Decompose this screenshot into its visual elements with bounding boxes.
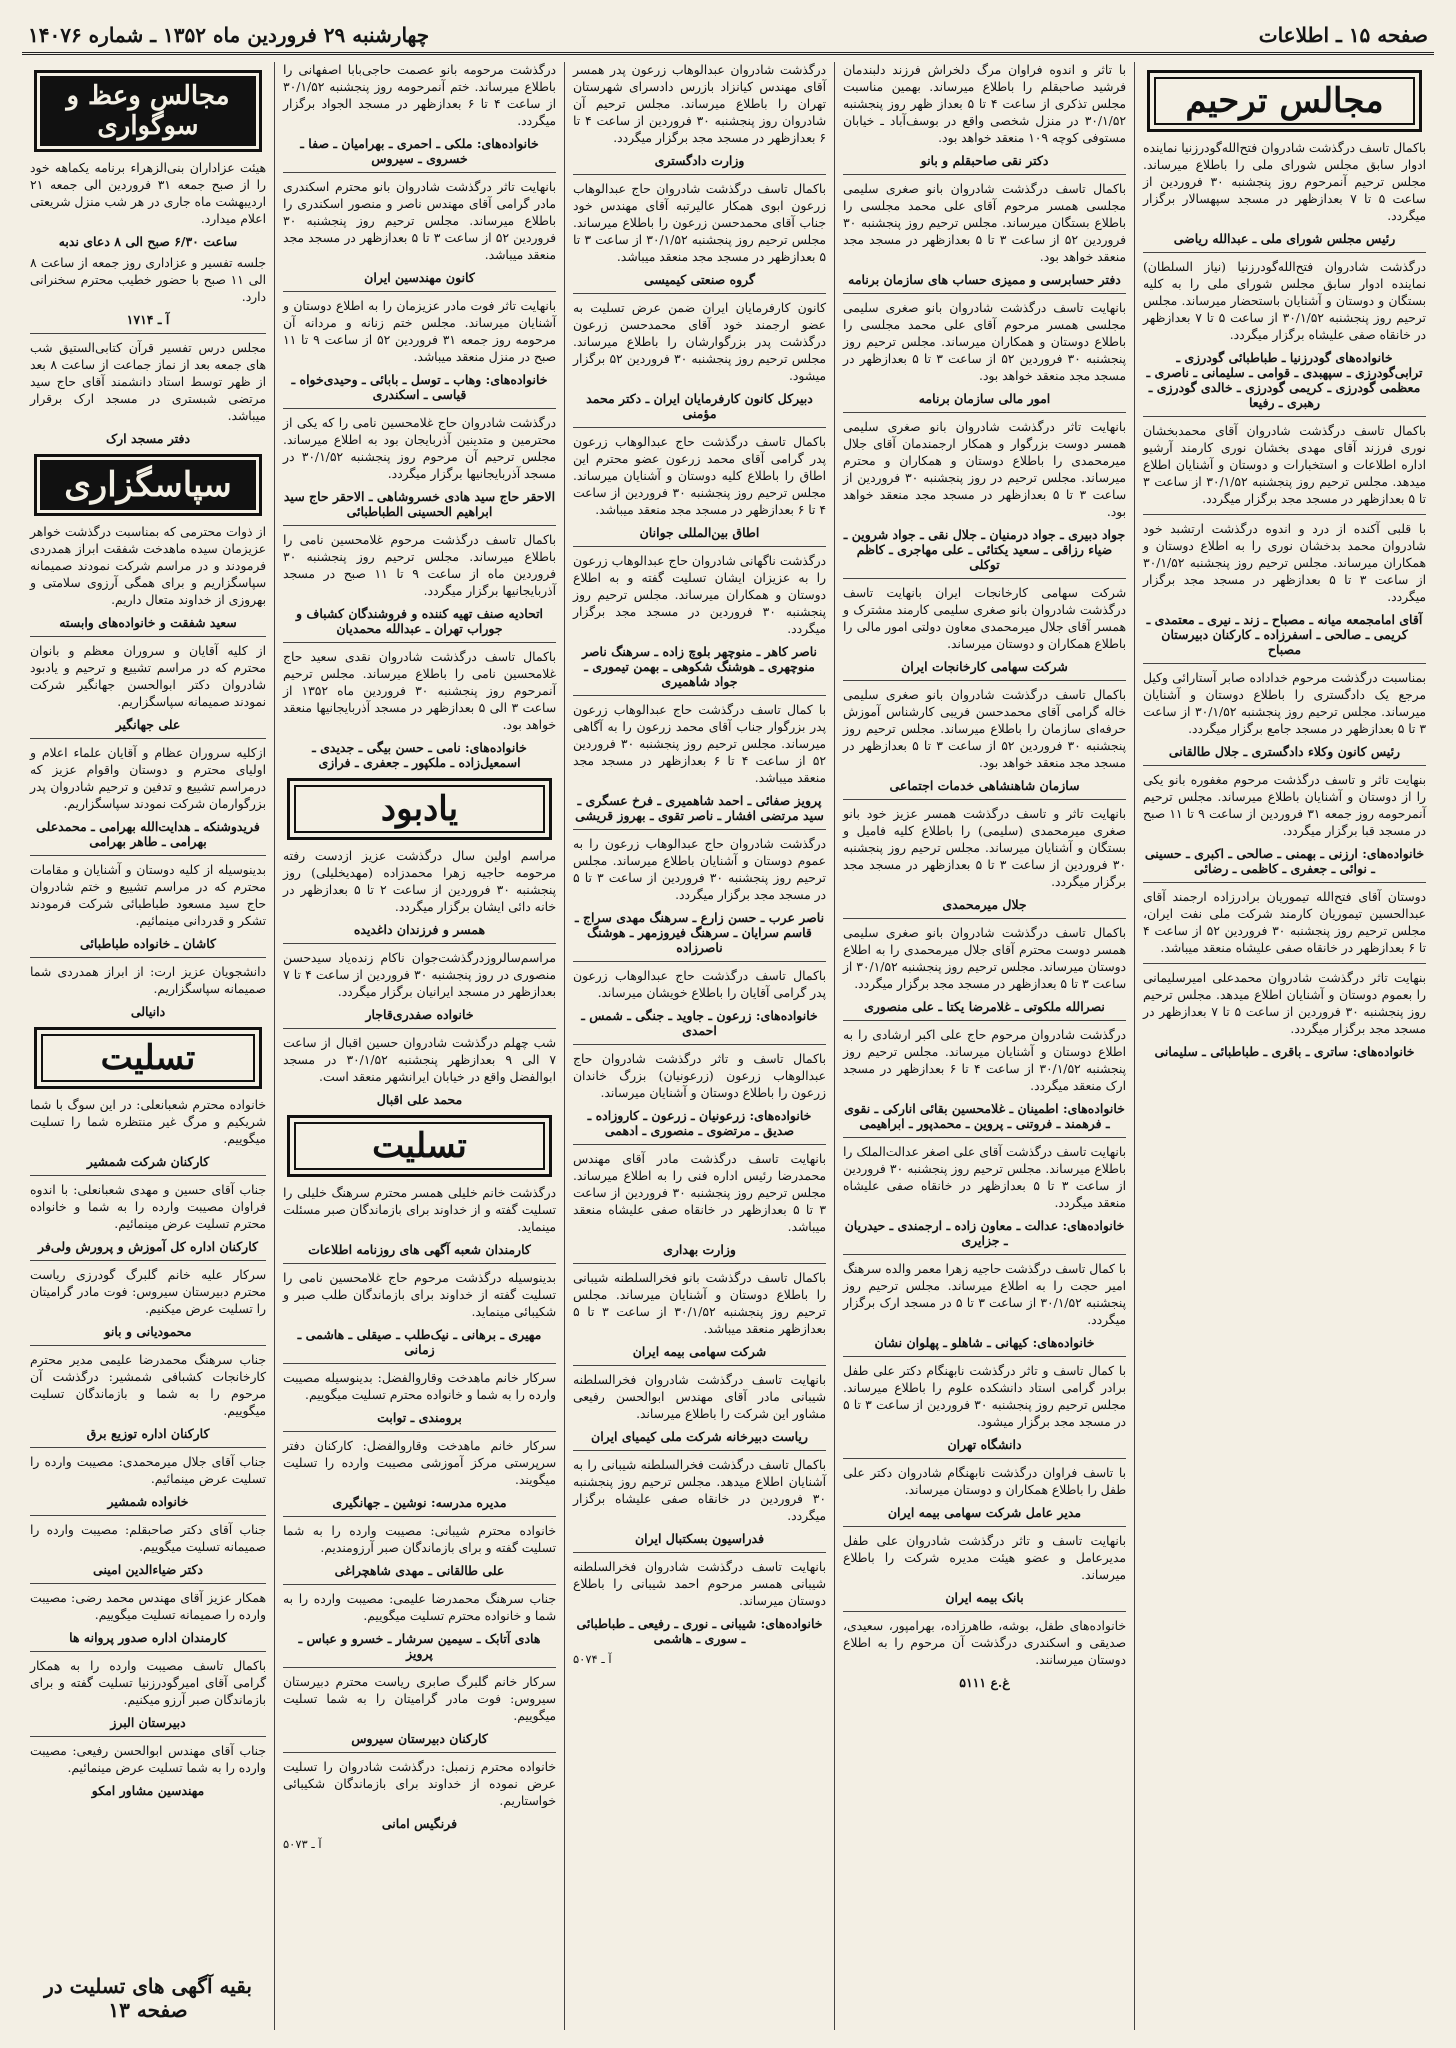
divider [573, 293, 826, 294]
notice: باکمال تاسف و تاثر درگذشت شادروان حاج عبدالوهاب زرعون (زرعونیان) بزرگ خاندان زرعون را باطلاع دوستان و آشنایان میرساند. [573, 1052, 826, 1100]
divider [30, 1736, 266, 1737]
notice: باکمال تاسف درگذشت شادروان فتح‌الله‌گودرزنیا نماینده ادوار سابق مجلس شورای ملی را باطلاع میرساند. مجلس ترحیم آنمرحوم روز پنجشنبه ۳۰ فروردین از ساعت ۵ تا ۷ بعدازظهر در مسجد سپهسالار برگزار میگردد. [1143, 141, 1426, 223]
divider [573, 1450, 826, 1451]
notice: درگذشت شادروان حاج عبدالوهاب زرعون را به عموم دوستان و آشنایان باطلاع میرساند. مجلس ترحیم روز پنجشنبه ۳۰ فروردین از ساعت ۳ تا ۵ در مسجد مجد برگزار میگردد. [573, 837, 826, 902]
divider [573, 829, 826, 830]
signature: همسر و فرزندان داغدیده [353, 922, 486, 937]
divider [843, 680, 1126, 681]
divider [573, 1044, 826, 1045]
ad-code: آ ـ ۵۰۷۳ [283, 1837, 322, 1851]
notice: سرکار علیه خانم گلبرگ گودرزی ریاست محترم دبیرستان سیروس: فوت مادر گرامیتان را تسلیت عرض میکنیم. [30, 1268, 266, 1316]
divider [283, 408, 556, 409]
signature: ناصر کاهر ـ منوچهر بلوچ زاده ـ سرهنگ ناصر منوچهری ـ هوشنگ شکوهی ـ بهمن تیموری ـ جواد شاهمیری [582, 644, 817, 689]
notice: با کمال تاسف درگذشت حاج عبدالوهاب زرعون پدر بزرگوار جناب آقای محمد زرعون را به آگاهی میرساند. مجلس ترحیم روز پنجشنبه ۳۰ فروردین ۵۲ از ساعت ۴ تا ۶ بعدازظهر در مسجد مجد منعقد میباشد. [573, 703, 826, 785]
divider [283, 291, 556, 292]
notice: جناب سرهنگ محمدرضا علیمی: مصیبت وارده را به شما و خانواده محترم تسلیت میگوییم. [283, 1592, 556, 1623]
notice: باکمال تاسف درگذشت شادروان بانو صغری سلیمی مجلسی همسر مرحوم آقای علی محمد مجلسی را باطلاع بستگان میرساند. مجلس ترحیم روز پنجشنبه ۳۰ فروردین ۵۲ از ساعت ۳ تا ۵ بعدازظهر در مسجد مجد منعقد خواهد بود. [843, 182, 1126, 264]
notice: درگذشت شادروان حاج غلامحسین نامی را که یکی از محترمین و متدینین آذربایجان بود به اطلاع میرساند. مجلس ترحیم آن مرحوم روز پنجشنبه ۳۰/۱/۵۲ در مسجد آذربایجانیها برگزار میگردد. [283, 416, 557, 481]
signature: خانواده‌های گودرزنیا ـ طباطبائی گودرزی ـ ترابی‌گودرزی ـ سپهبدی ـ قوامی ـ سلیمانی ـ ناصری ـ معظمی گودرزی ـ کریمی گودرزی ـ خالدی گودرزی ـ رهبری ـ رفیعا [1146, 350, 1423, 410]
divider [30, 1175, 266, 1176]
divider [843, 1020, 1126, 1021]
signature: رئیس مجلس شورای ملی ـ عبدالله ریاضی [1173, 231, 1396, 246]
notice: خانواده‌های طفل، بوشه، طاهرزاده، بهرامپور، سعیدی، صدیقی و اسکندری درگذشت آن مرحوم را به اطلاع دوستان میرسانند. [843, 1619, 1126, 1667]
divider [283, 642, 556, 643]
notice: از کلیه آقایان و سروران معظم و بانوان محترم که در مراسم تشییع و ترحیم و یادبود شادروان دکتر ابوالحسن جهانگیر شرکت نمودند صمیمانه سپاسگزاریم. [30, 644, 266, 709]
notice: جلسه تفسیر و عزاداری روز جمعه از ساعت ۸ الی ۱۱ صبح با حضور خطیب محترم سخنرانی دارد. [30, 256, 266, 304]
page-number: صفحه ۱۵ ـ اطلاعات [1258, 23, 1428, 47]
divider [283, 1667, 556, 1668]
notice: ازکلیه سروران عظام و آقایان علماء اعلام و اولیای محترم و دوستان واقوام عزیز که درمراسم تشییع و تدفین و ترحیم شادروان پدر بزرگوارمان شرکت نمودند سپاسگزاریم. [30, 746, 266, 811]
notice: بدینوسیله درگذشت مرحوم حاج غلامحسین نامی را تسلیت گفته از خداوند برای بازماندگان طلب صبر و شکیبائی مینماید. [283, 1271, 556, 1319]
divider [283, 943, 556, 944]
divider [1143, 663, 1426, 664]
signature: هادی آتابک ـ سیمین سرشار ـ خسرو و عباس ـ پرویز [298, 1631, 541, 1661]
continued-note: بقیه آگهی های تسلیت در صفحه ۱۳ [44, 1974, 252, 2022]
signature: خانواده‌های: اطمینان ـ غلامحسین بقائی انارکی ـ نقوی ـ فرهمند ـ فروتنی ـ پروین ـ محمدپور ـ ابراهیمی [844, 1101, 1125, 1131]
notice: باکمال تاسف درگذشت مرحوم غلامحسین نامی را باطلاع میرساند. مجلس ترحیم روز پنجشنبه ۳۰ فروردین ماه از ساعت ۹ تا ۱۱ صبح در مسجد آذربایجانیها برگزار میگردد. [283, 533, 556, 598]
banner-preaching: مجالس وعظ و سوگواری [34, 70, 262, 152]
signature: خانواده‌های: شیبانی ـ نوری ـ رفیعی ـ طباطبائی ـ سوری ـ هاشمی [576, 1616, 823, 1646]
signature: کارکنان شرکت شمشیر [86, 1154, 210, 1169]
notice: درگذشت شادروان مرحوم حاج علی اکبر ارشادی را به اطلاع دوستان و آشنایان میرساند. مجلس ترحیم روز پنجشنبه ۳۰/۱/۵۲ از ساعت ۴ تا ۶ بعدازظهر در مسجد ارک منعقد میگردد. [843, 1028, 1127, 1093]
notice: بانهایت تاثر و تاسف درگذشت همسر عزیز خود بانو صغری میرمحمدی (سلیمی) را باطلاع کلیه فامیل و بستگان و آشنایان میرساند. مجلس ترحیم روز پنجشنبه ۳۰ فروردین از ساعت ۳ تا ۵ بعدازظهر در مسجد مجد برگزار میگردد. [843, 807, 1126, 889]
signature: کاشان ـ خانواده طباطبائی [80, 936, 216, 951]
divider [843, 1137, 1126, 1138]
divider [573, 1552, 826, 1553]
signature: کارمندان اداره صدور پروانه ها [69, 1630, 227, 1645]
signature: امور مالی سازمان برنامه [918, 391, 1051, 406]
signature: خانواده‌های: ساتری ـ باقری ـ طباطبائی ـ سلیمانی [1154, 1044, 1415, 1059]
notice: باکمال تاسف درگذشت شادروان بانو صغری سلیمی همسر دوست محترم آقای جلال میرمحمدی را به اطلاع دوستان میرساند. مجلس ترحیم روز پنجشنبه ۳۰/۱/۵۲ از ساعت ۳ تا ۵ بعدازظهر در مسجد مجد برگزار میگردد. [842, 926, 1126, 991]
divider [30, 1651, 266, 1652]
notice: بانهایت تاسف و تاثر درگذشت شادروان علی طفل مدیرعامل و عضو هیئت مدیره شرکت را باطلاع میرساند. [843, 1534, 1126, 1582]
notice: همکار عزیز آقای مهندس محمد رضی: مصیبت وارده را صمیمانه تسلیت میگوییم. [30, 1591, 266, 1622]
notice: مجلس درس تفسیر قرآن کتابی‌الستیق شب های جمعه بعد از نماز جماعت از ساعت ۸ بعد از ظهر توسط استاد دانشمند آقای حاج سید مرتضی شبستری در مسجد ارک برقرار میباشد. [30, 341, 267, 423]
signature: خانواده‌های: ملکی ـ احمری ـ بهرامیان ـ صفا ـ خسروی ـ سیروس [300, 136, 539, 166]
notice: با کمال تاسف و تاثر درگذشت نابهنگام دکتر علی طفل برادر گرامی استاد دانشکده علوم را باطلاع میرساند. مجلس ترحیم روز پنجشنبه ۳۰ فروردین از ساعت ۳ تا ۵ در مسجد مجد برگزار میشود. [843, 1364, 1126, 1429]
signature: محمودیانی و بانو [104, 1324, 192, 1339]
notice: خانواده محترم شعبانعلی: در این سوگ با شما شریکیم و مرگ غیر منتظره شما را تسلیت میگوییم. [30, 1098, 266, 1146]
divider [843, 1526, 1126, 1527]
divider [30, 1345, 266, 1346]
divider [283, 172, 556, 173]
notice: باکمال تاسف درگذشت فخرالسلطنه شیبانی را به آشنایان اطلاع میدهد. مجلس ترحیم روز پنجشنبه ۳۰ فروردین در خانقاه صفی علیشاه برگزار میگردد. [573, 1458, 826, 1523]
notice: باکمال تاسف درگذشت شادروان بانو صغری سلیمی خاله گرامی آقای محمدحسن فریبی کارشناس آموزش حرفه‌ای سازمان را باطلاع میرساند. مجلس ترحیم روز پنجشنبه ۳۰ فروردین ۵۲ از ساعت ۳ تا ۵ بعدازظهر در مسجد مجد منعقد خواهد بود. [843, 688, 1126, 770]
signature: پرویز صفائی ـ احمد شاهمیری ـ فرخ عسگری ـ سید مرتضی افشار ـ ناصر تقوی ـ بهروز قریشی [575, 793, 824, 823]
notice: با تاثر و اندوه فراوان مرگ دلخراش فرزند دلبندمان فرشید صاحبقلم را باطلاع میرساند. بهمین مناسبت مجلس تذکری از ساعت ۴ تا ۵ بعداز ظهر روز پنجشنبه ۳۰/۱/۵۲ در منزل شخصی واقع در بوسف‌آباد ـ خیابان مستوفی کوچه ۱۰۹ منعقد خواهد بود. [843, 63, 1126, 145]
notice: مراسم اولین سال درگذشت عزیز ازدست رفته مرحومه حاجیه زهرا محمدزاده (مهدیخلیلی) روز پنجشنبه ۳۰ فروردین از ساعت ۲ تا ۵ بعدازظهر در خانه دائی ایشان برگزار میگردد. [283, 849, 556, 914]
notice: بانهایت تاسف درگذشت شادروان فخرالسلطنه شیبانی مادر آقای مهندس ابوالحسن رفیعی مشاور این شرکت را باطلاع میرساند. [573, 1373, 826, 1421]
signature: شرکت سهامی بیمه ایران [632, 1344, 767, 1359]
divider [573, 695, 826, 696]
divider [843, 799, 1126, 800]
column-3 [564, 62, 834, 2030]
banner-memorial: یادبود [287, 778, 552, 840]
signature: غ.ع ۵۱۱۱ [959, 1675, 1010, 1690]
signature: دانیالی [130, 1004, 166, 1019]
signature: رئیس کانون وکلاء دادگستری ـ جلال طالقانی [1168, 744, 1401, 759]
signature: سعید شفقت و خانواده‌های وابسته [59, 615, 237, 630]
divider [843, 918, 1126, 919]
column-5 [22, 62, 274, 2030]
notice: بنهایت تاثر و تاسف درگذشت مرحوم مغفوره بانو یکی را از دوستان و آشنایان باطلاع میرساند. مجلس ترحیم آنمرحومه روز جمعه ۳۱ فروردین از ساعت ۹ تا ۱۱ صبح در مسجد قبا برگزار میگردد. [1143, 773, 1426, 838]
notice: با کمال تاسف درگذشت حاجیه زهرا معمر والده سرهنگ امیر حجت را به اطلاع میرساند. مجلس ترحیم روز پنجشنبه ۳۰/۱/۵۲ از ساعت ۳ تا ۵ در مسجد ارک برگزار میگردد. [843, 1262, 1126, 1327]
divider [843, 578, 1126, 579]
signature: جلال میرمحمدی [942, 897, 1027, 912]
running-head [22, 18, 1434, 55]
notice: دوستان آقای فتح‌الله تیموریان برادرزاده ارجمند آقای عبدالحسین تیموریان کارمند شرکت ملی نفت ایران، مجلس ترحیم روز پنجشنبه ۳۰ فروردین ۵۲ از ساعت ۴ تا ۶ بعدازظهر در خانقاه صفی علیشاه منعقد میباشد. [1143, 890, 1427, 955]
divider [843, 1458, 1126, 1459]
divider [843, 174, 1126, 175]
signature: جواد دبیری ـ جواد درمنیان ـ جلال نقی ـ جواد شروین ـ ضیاء رزاقی ـ سعید یکتائی ـ علی مهاجری ـ کاظم توکلی [843, 527, 1126, 572]
divider [573, 174, 826, 175]
signature: خانواده‌های: زرعونیان ـ زرعون ـ کاروزاده ـ صدیق ـ مرتضوی ـ منصوری ـ ادهمی [587, 1108, 812, 1138]
notice: بانهایت تاسف درگذشت شادروان فخرالسلطنه شیبانی همسر مرحوم احمد شیبانی را باطلاع دوستان میرساند. [573, 1560, 826, 1608]
notice: از ذوات محترمی که بمناسبت درگذشت خواهر عزیزمان سیده ماهدخت شفقت ابراز همدردی فرمودند و در مراسم شرکت نمودند صمیمانه سپاسگزاریم و برای همگی آرزوی سلامتی و بهروزی از خداوند متعال داریم. [30, 525, 266, 607]
signature: مدیره مدرسه: نوشین ـ جهانگیری [332, 1495, 507, 1510]
signature: دکتر نقی صاحبقلم و بانو [920, 153, 1049, 168]
divider [30, 1260, 266, 1261]
signature: کارمندان شعبه آگهی های روزنامه اطلاعات [308, 1242, 531, 1257]
signature: ناصر عرب ـ حسن زارع ـ سرهنگ مهدی سراج ـ قاسم سرایان ـ سرهنگ فیروزمهر ـ هوشنگ ناصرزاده [574, 910, 825, 955]
signature: وزارت بهداری [663, 1242, 736, 1257]
notice: جناب آقای دکتر صاحبقلم: مصیبت وارده را صمیمانه تسلیت میگوییم. [30, 1523, 266, 1554]
signature: خانواده شمشیر [107, 1494, 189, 1509]
divider [30, 1447, 266, 1448]
column-4 [274, 62, 564, 2030]
notice: شب چهلم درگذشت شادروان حسین اقبال از ساعت ۷ الی ۹ بعدازظهر پنجشنبه ۳۰/۱/۵۲ در مسجد ابوالفضل واقع در خیابان ایرانشهر منعقد است. [283, 1036, 557, 1084]
notice: جناب آقای مهندس ابوالحسن رفیعی: مصیبت وارده را به شما تسلیت عرض مینمائیم. [30, 1744, 266, 1775]
notice: بانهایت تاثر فوت مادر عزیزمان را به اطلاع دوستان و آشنایان میرساند. مجلس ختم زنانه و مردانه آن مرحومه روز جمعه ۳۱ فروردین ۵۲ از ساعت ۹ تا ۱۱ صبح در منزل منعقد میباشد. [283, 299, 556, 364]
divider [843, 412, 1126, 413]
notice: بانهایت تاسف درگذشت شادروان بانو صغری سلیمی مجلسی همسر مرحوم آقای علی محمد مجلسی را باطلاع دوستان و همکاران میرساند. مجلس ترحیم روز پنجشنبه ۳۰ فروردین ۵۲ از ساعت ۳ تا ۵ بعدازظهر در مسجد مجد منعقد خواهد بود. [843, 301, 1126, 383]
signature: فدراسیون بسکتبال ایران [634, 1531, 765, 1546]
signature: خانواده صفدری‌قاجار [365, 1007, 474, 1022]
notice: بانهایت تاسف درگذشت مادر آقای مهندس محمدرضا رئیس اداره فنی را به اطلاع میرساند. مجلس ترحیم روز پنجشنبه ۳۰ فروردین از ساعت ۳ تا ۵ بعدازظهر در خانقاه صفی علیشاه منعقد میباشد. [573, 1152, 826, 1234]
notice: خانواده محترم زنمبل: درگذشت شادروان را تسلیت عرض نموده از خداوند برای بازماندگان شکیبائی خواستاریم. [283, 1760, 556, 1808]
notice: درگذشت شادروان فتح‌الله‌گودرزنیا (نیاز السلطان) نماینده ادوار سابق مجلس شورای ملی را به کلیه بستگان و دوستان و آشنایان باستحضار میرساند. مجلس ترحیم روز پنجشنبه ۳۰/۱/۵۲ از ساعت ۵ تا ۷ بعدازظهر در خانقاه صفی علیشاه برگزار میگردد. [1143, 260, 1426, 342]
divider [283, 1584, 556, 1585]
divider [283, 1028, 556, 1029]
notice: بانهایت تاثر درگذشت شادروان بانو صغری سلیمی همسر دوست بزرگوار و همکار ارجمندمان آقای جلال میرمحمدی را باطلاع دوستان و همکاران و محترم میرساند. مجلس ترحیم در روز پنجشنبه ۳۰ فروردین از ساعت ۳ تا ۵ بعدازظهر در مسجد مجد منعقد خواهد بود. [843, 420, 1127, 519]
divider [573, 1144, 826, 1145]
notice: باکمال تاسف درگذشت حاج عبدالوهاب زرعون پدر گرامی آقایان را باطلاع خویشان میرساند. [573, 969, 826, 1000]
divider [573, 961, 826, 962]
signature: مدیر عامل شرکت سهامی بیمه ایران [887, 1505, 1082, 1520]
divider [843, 293, 1126, 294]
signature: کانون مهندسین ایران [364, 270, 475, 285]
signature: خانواده‌های: وهاب ـ توسل ـ بابائی ـ وحیدی‌خواه ـ قیاسی ـ اسکندری [291, 372, 548, 402]
divider [843, 1356, 1126, 1357]
divider [573, 1263, 826, 1264]
signature: برومندی ـ توابت [377, 1410, 462, 1425]
signature: دفتر مسجد ارک [105, 431, 191, 446]
signature: کارکنان اداره توزیع برق [86, 1426, 210, 1441]
notice: هیئت عزاداران بنی‌الزهراء برنامه یکماهه خود را از صبح جمعه ۳۱ فروردین الی جمعه ۲۱ اردیبهشت ماه جاری در هر شب منزل شریعتی اعلام میدارد. [30, 161, 266, 226]
signature: خانواده‌های: ارزنی ـ بهمنی ـ صالحی ـ اکبری ـ حسینی ـ نوائی ـ جعفری ـ کاظمی ـ رضائی [1144, 846, 1425, 876]
signature: ریاست دبیرخانه شرکت ملی کیمیای ایران [591, 1429, 808, 1444]
notice: با تاسف فراوان درگذشت نابهنگام شادروان دکتر علی طفل را باطلاع همکاران و دوستان میرساند. [843, 1466, 1126, 1497]
ad-code: آ ـ ۵۰۷۴ [573, 1652, 612, 1666]
signature: خانواده‌های: عدالت ـ معاون زاده ـ ارجمندی ـ حیدریان ـ جزایری [844, 1218, 1125, 1248]
signature: دفتر حسابرسی و ممیزی حساب های سازمان برنامه [848, 272, 1121, 287]
notice: باکمال تاسف درگذشت بانو فخرالسلطنه شیبانی را باطلاع دوستان و آشنایان میرساند. مجلس ترحیم روز پنجشنبه ۳۰/۱/۵۲ از ساعت ۳ تا ۵ بعدازظهر منعقد میباشد. [573, 1271, 826, 1336]
notice: بنهایت تاثر درگذشت شادروان محمدعلی امیرسلیمانی را بعموم دوستان و آشنایان اطلاع میدهد. مجلس ترحیم روز پنجشنبه ۳۰ فروردین از ساعت ۵ تا ۷ بعدازظهر در مسجد مجد برگزار میگردد. [1143, 971, 1426, 1036]
notice: جناب سرهنگ محمدرضا علیمی مدیر محترم کارخانجات کشبافی شمشیر: درگذشت آن مرحوم را به شما و بازماندگان تسلیت میگوییم. [30, 1353, 266, 1418]
divider [1143, 252, 1426, 253]
notice: مراسم‌سالروزدرگذشت‌جوان ناکام زنده‌یاد سیدحسن منصوری در روز پنجشنبه ۳۰ فروردین از ساعت ۴ تا ۷ بعدازظهر در مسجد ایرانیان برگزار میگردد. [283, 951, 556, 999]
signature: اطاق بین‌المللی جوانان [639, 525, 760, 540]
notice: باکمال تاسف درگذشت شادروان آقای محمدبخشان نوری فرزند آقای مهدی بخشان نوری کارمند آرشیو اداره اطلاعات و استخبارات و دوستان و آشنایان اطلاع میدهد. مجلس ترحیم روز پنجشنبه ۳۰/۱/۵۲ از ساعت ۳ تا ۵ بعدازظهر در مسجد مجد برگزار میگردد. [1143, 424, 1426, 506]
notice: سرکار خانم ماهدخت وقاروالفضل: کارکنان دفتر سرپرستی مرکز آموزشی مصیبت وارده را تسلیت میگویند. [283, 1439, 556, 1487]
signature: آ ـ ۱۷۱۴ [126, 312, 170, 327]
signature: دبیرستان البرز [110, 1715, 186, 1730]
signature: گروه صنعتی کیمیسی [643, 272, 756, 287]
signature: فریدوشنکه ـ هدایت‌الله بهرامی ـ محمدعلی بهرامی ـ طاهر بهرامی [36, 819, 260, 849]
banner-thanks: سپاسگزاری [34, 454, 262, 516]
notice: درگذشت شادروان عبدالوهاب زرعون پدر همسر آقای مهندس کیانزاد بازرس دادسرای شهرستان تهران را باطلاع میرساند. مجلس ترحیم آن شادروان روز پنجشنبه ۳۰ فروردین از ساعت ۴ تا ۶ بعدازظهر در مسجد مجد برگزار میگردد. [573, 63, 826, 145]
divider [573, 427, 826, 428]
divider [283, 1263, 556, 1264]
divider [573, 1365, 826, 1366]
notice: با قلبی آکنده از درد و اندوه درگذشت ارتشبد خود شادروان محمد بدخشان نوری را به اطلاع دوستان و همکاران میرساند. مجلس ترحیم روز پنجشنبه ۳۰/۱/۵۲ از ساعت ۳ تا ۵ بعدازظهر در مسجد مجد برگزار میگردد. [1143, 522, 1426, 604]
notice: بانهایت تاسف درگذشت آقای علی اصغر عدالت‌الملک را باطلاع میرساند. مجلس ترحیم روز پنجشنبه ۳۰ فروردین از ساعت ۳ تا ۵ بعدازظهر در خانقاه صفی علیشاه منعقد میگردد. [843, 1145, 1126, 1210]
divider [1143, 765, 1426, 766]
signature: سازمان شاهنشاهی خدمات اجتماعی [889, 778, 1080, 793]
divider [843, 1254, 1126, 1255]
signature: فرنگیس امانی [381, 1816, 458, 1831]
notice: دانشجویان عزیز ارت: از ابراز همدردی شما صمیمانه سپاسگزاریم. [30, 965, 266, 996]
divider [30, 1583, 266, 1584]
divider [1143, 514, 1426, 515]
notice: کانون کارفرمایان ایران ضمن عرض تسلیت به عضو ارجمند خود آقای محمدحسن زرعون درگذشت پدر بزرگوارشان را باطلاع میرساند. مجلس ترحیم روز پنجشنبه ۳۰ فروردین ۵۲ برگزار میشود. [573, 301, 826, 383]
notice: باکمال تاسف درگذشت شادروان نقدی سعید حاج غلامحسین نامی را باطلاع میرساند. مجلس ترحیم آنمرحوم روز پنجشنبه ۳۰ فروردین ماه ۱۳۵۲ از ساعت ۳ الی ۵ بعدازظهر در مسجد آذربایجانیها منعقد خواهد بود. [283, 650, 557, 732]
divider [1143, 416, 1426, 417]
signature: دبیرکل کانون کارفرمایان ایران ـ دکتر محمد مؤمنی [586, 391, 813, 421]
issue-date: چهارشنبه ۲۹ فروردین ماه ۱۳۵۲ ـ شماره ۱۴۰۷۶ [28, 23, 430, 47]
divider [283, 1363, 556, 1364]
columns [22, 62, 1434, 2030]
column-1 [1134, 62, 1434, 2030]
divider [30, 738, 266, 739]
signature: الاحقر حاج سید هادی خسروشاهی ـ الاحقر حاج سید ابراهیم الحسینی الطباطبائی [283, 489, 556, 519]
divider [30, 855, 266, 856]
notice: باکمال تاسف درگذشت حاج عبدالوهاب زرعون پدر گرامی آقای محمد زرعون عضو محترم این اطاق را باطلاع کلیه دوستان و آشنایان میرساند. مجلس ترحیم روز پنجشنبه ۳۰ فروردین از ساعت ۴ تا ۶ بعدازظهر در مسجد مجد منعقد میباشد. [573, 435, 826, 517]
signature: مهیری ـ برهانی ـ نیک‌طلب ـ صیقلی ـ هاشمی ـ زمانی [297, 1327, 542, 1357]
signature: دکتر ضیاءالدین امینی [93, 1562, 203, 1577]
banner-condolence-main: مجالس ترحیم [1147, 70, 1422, 132]
notice: درگذشت ناگهانی شادروان حاج عبدالوهاب زرعون را به عزیزان ایشان تسلیت گفته و به اطلاع دوستان و همکاران میرساند. مجلس ترحیم روز پنجشنبه ۳۰ فروردین در مسجد مجد برگزار میگردد. [573, 554, 826, 636]
notice: خانواده محترم شیبانی: مصیبت وارده را به شما تسلیت گفته و برای بازماندگان صبر آرزومندیم. [283, 1524, 556, 1555]
notice: درگذشت مرحومه بانو عصمت حاجی‌بابا اصفهانی را باطلاع میرساند. ختم آنمرحومه روز پنجشنبه ۳۰/۱/۵۲ از ساعت ۴ تا ۶ بعدازظهر در مسجد الجواد برگزار میگردد. [283, 63, 556, 128]
signature: کارکنان دبیرستان سیروس [351, 1731, 488, 1746]
notice: سرکار خانم ماهدخت وقاروالفضل: بدینوسیله مصیبت وارده را به شما و خانواده محترم تسلیت میگوییم. [283, 1371, 556, 1402]
divider [30, 333, 266, 334]
divider [573, 546, 826, 547]
column-2 [834, 62, 1134, 2030]
divider [283, 1431, 556, 1432]
signature: دانشگاه تهران [947, 1437, 1022, 1452]
divider [30, 636, 266, 637]
divider [843, 1611, 1126, 1612]
signature: محمد علی اقبال [376, 1092, 463, 1107]
signature: بانک بیمه ایران [945, 1590, 1024, 1605]
signature: کارکنان اداره کل آموزش و پرورش ولی‌فر [38, 1239, 258, 1254]
signature: علی جهانگیر [115, 717, 181, 732]
divider [30, 1515, 266, 1516]
notice: بمناسبت درگذشت مرحوم خداداده صابر آستارائی وکیل مرجع یک دادگستری را باطلاع دوستان و آشنایان میرساند. مجلس ترحیم روز پنجشنبه ۳۰/۱/۵۲ از ساعت ۳ تا ۵ بعدازظهر در مسجد جامع برگزار میگردد. [1143, 671, 1427, 736]
notice: باکمال تاسف درگذشت شادروان حاج عبدالوهاب زرعون ابوی همکار عالیرتبه آقای مهندس خود جناب آقای محمدحسن زرعون را باطلاع میرساند. مجلس ترحیم روز پنجشنبه ۳۰/۱/۵۲ از ساعت ۳ تا ۵ بعدازظهر در مسجد مجد منعقد میباشد. [573, 182, 827, 264]
notice: بدینوسیله از کلیه دوستان و آشنایان و مقامات محترم که در مراسم تشییع و ختم شادروان حاج سید مسعود طباطبائی شرکت فرمودند تشکر و قدردانی مینمائیم. [30, 863, 266, 928]
notice: شرکت سهامی کارخانجات ایران بانهایت تاسف درگذشت شادروان بانو صغری سلیمی کارمند مشترک و همسر آقای جلال میرمحمدی معاون دولتی امور مالی را باطلاع همکاران و دوستان میرساند. [843, 586, 1126, 651]
signature: خانواده‌های: زرعون ـ جاوید ـ جنگی ـ شمس ـ احمدی [581, 1008, 818, 1038]
divider [30, 957, 266, 958]
signature: خانواده‌های: کیهانی ـ شاهلو ـ پهلوان نشان [874, 1335, 1095, 1350]
divider [1143, 963, 1426, 964]
signature: آقای امامجمعه میانه ـ مصباح ـ زند ـ نیری ـ معتمدی ـ کریمی ـ صالحی ـ اسفرزاده ـ کارکنان دبیرستان مصباح [1146, 612, 1423, 657]
notice: بانهایت تاثر درگذشت شادروان بانو محترم اسکندری مادر گرامی آقای مهندس ناصر و منصور اسکندری را باطلاع میرساند. مجلس ترحیم روز پنجشنبه ۳۰ فروردین ۵۲ از ساعت ۳ تا ۵ بعدازظهر در مسجد مجد منعقد میباشد. [283, 180, 556, 262]
signature: شرکت سهامی کارخانجات ایران [901, 659, 1068, 674]
signature: وزارت دادگستری [654, 153, 745, 168]
signature: علی طالقانی ـ مهدی شاهچراغی [334, 1563, 505, 1578]
signature: نصرالله ملکوتی ـ غلامرضا یکتا ـ علی منصوری [864, 999, 1105, 1014]
notice: سرکار خانم گلبرگ صابری ریاست محترم دبیرستان سیروس: فوت مادر گرامیتان را به شما تسلیت میگوییم. [283, 1675, 556, 1723]
divider [283, 1752, 556, 1753]
signature: ساعت ۶/۳۰ صبح الی ۸ دعای ندبه [58, 234, 238, 249]
signature: مهندسین مشاور امکو [91, 1783, 205, 1798]
notice: باکمال تاسف مصیبت وارده را به همکار گرامی آقای امیرگودرزنیا تسلیت گفته و برای بازماندگان صبر آرزو میکنیم. [30, 1659, 266, 1707]
divider [283, 1516, 556, 1517]
signature: خانواده‌های: نامی ـ حسن بیگی ـ جدیدی ـ اسمعیل‌زاده ـ ملکپور ـ جعفری ـ فرازی [312, 740, 527, 770]
notice: درگذشت خانم خلیلی همسر محترم سرهنگ خلیلی را تسلیت گفته و از خداوند برای بازماندگان صبر مسئلت مینماید. [283, 1186, 556, 1234]
notice: جناب آقای حسین و مهدی شعبانعلی: با اندوه فراوان مصیبت وارده را به شما و خانواده محترم تسلیت عرض مینمائیم. [30, 1183, 266, 1231]
divider [283, 525, 556, 526]
banner-condolence: تسلیت [34, 1027, 262, 1089]
signature: اتحادیه صنف تهیه کننده و فروشندگان کشباف و جوراب تهران ـ عبدالله محمدیان [295, 606, 544, 636]
divider [1143, 882, 1426, 883]
notice: جناب آقای جلال میرمحمدی: مصیبت وارده را تسلیت عرض مینمائیم. [30, 1455, 266, 1486]
banner-sympathy: تسلیت [287, 1115, 552, 1177]
